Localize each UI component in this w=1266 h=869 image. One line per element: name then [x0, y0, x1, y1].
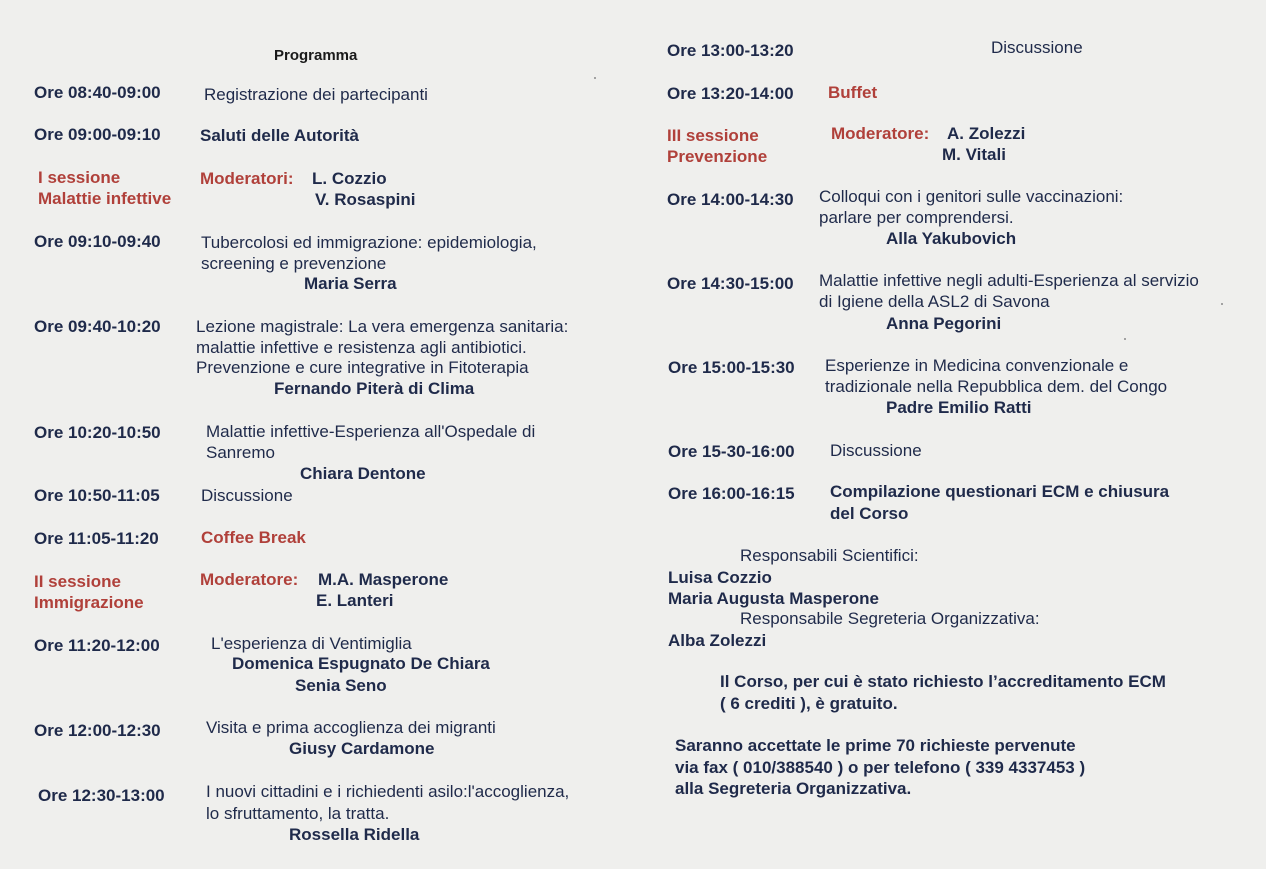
session-topic: Immigrazione: [34, 593, 144, 612]
speaker-name: Maria Serra: [304, 274, 397, 293]
time-slot: Ore 15-30-16:00: [668, 442, 795, 461]
secretariat-label: Responsabile Segreteria Organizzativa:: [740, 609, 1040, 628]
speaker-name: Rossella Ridella: [289, 825, 420, 844]
course-note: Il Corso, per cui è stato richiesto l’accreditamento ECM: [720, 672, 1166, 691]
talk-line: di Igiene della ASL2 di Savona: [819, 292, 1050, 311]
time-slot: Ore 13:00-13:20: [667, 41, 794, 60]
time-slot: Ore 11:20-12:00: [34, 636, 160, 655]
talk-line: parlare per comprendersi.: [819, 208, 1014, 227]
course-note: ( 6 crediti ), è gratuito.: [720, 694, 898, 713]
time-slot: Ore 08:40-09:00: [34, 83, 161, 102]
session-label: II sessione: [34, 572, 121, 591]
talk-line: L'esperienza di Ventimiglia: [211, 634, 412, 653]
talk-line: Visita e prima accoglienza dei migranti: [206, 718, 496, 737]
talk-line: Lezione magistrale: La vera emergenza sanitaria:: [196, 317, 569, 336]
session-title: Discussione: [830, 441, 922, 460]
talk-line: Malattie infettive negli adulti-Esperienza al servizio: [819, 271, 1199, 290]
moderator-name: V. Rosaspini: [315, 190, 416, 209]
talk-line: malattie infettive e resistenza agli antibiotici.: [196, 338, 527, 357]
talk-line: lo sfruttamento, la tratta.: [206, 804, 390, 823]
talk-line: Sanremo: [206, 443, 275, 462]
session-title: Saluti delle Autorità: [200, 126, 360, 145]
moderator-label: Moderatori:: [200, 169, 294, 188]
speaker-name: Giusy Cardamone: [289, 739, 435, 758]
time-slot: Ore 13:20-14:00: [667, 84, 794, 103]
talk-line: Esperienze in Medicina convenzionale e: [825, 356, 1129, 375]
speaker-name: Domenica Espugnato De Chiara: [232, 654, 490, 673]
speaker-name: Padre Emilio Ratti: [886, 398, 1032, 417]
time-slot: Ore 16:00-16:15: [668, 484, 795, 503]
session-label: I sessione: [38, 168, 121, 187]
registration-note: Saranno accettate le prime 70 richieste pervenute: [675, 736, 1076, 755]
moderator-name: E. Lanteri: [316, 591, 394, 610]
time-slot: Ore 14:00-14:30: [667, 190, 794, 209]
session-topic: Malattie infettive: [38, 189, 172, 208]
time-slot: Ore 11:05-11:20: [34, 529, 159, 548]
moderator-name: M.A. Masperone: [318, 570, 449, 589]
session-title: Coffee Break: [201, 528, 306, 547]
moderator-name: L. Cozzio: [312, 169, 387, 188]
paper-speck: [1221, 303, 1223, 305]
time-slot: Ore 12:30-13:00: [38, 786, 165, 805]
moderator-name: M. Vitali: [942, 145, 1006, 164]
session-title: Discussione: [201, 486, 293, 505]
talk-line: Colloqui con i genitori sulle vaccinazioni:: [819, 187, 1124, 206]
talk-line: I nuovi cittadini e i richiedenti asilo:l'accoglienza,: [206, 782, 570, 801]
moderator-label: Moderatore:: [200, 570, 299, 589]
session-title: Buffet: [828, 83, 878, 102]
session-label: III sessione: [667, 126, 759, 145]
talk-line: Prevenzione e cure integrative in Fitoterapia: [196, 358, 529, 377]
speaker-name: Chiara Dentone: [300, 464, 426, 483]
talk-line: Malattie infettive-Esperienza all'Ospedale di: [206, 422, 536, 441]
speaker-name: Fernando Piterà di Clima: [274, 379, 475, 398]
scientific-head-name: Luisa Cozzio: [668, 568, 772, 587]
secretariat-name: Alba Zolezzi: [668, 631, 767, 650]
time-slot: Ore 09:10-09:40: [34, 232, 161, 251]
registration-note: via fax ( 010/388540 ) o per telefono ( 339 4337453 ): [675, 758, 1086, 777]
time-slot: Ore 15:00-15:30: [668, 358, 795, 377]
time-slot: Ore 14:30-15:00: [667, 274, 794, 293]
time-slot: Ore 09:00-09:10: [34, 125, 161, 144]
time-slot: Ore 10:50-11:05: [34, 486, 160, 505]
time-slot: Ore 10:20-10:50: [34, 423, 161, 442]
moderator-name: A. Zolezzi: [947, 124, 1026, 143]
scientific-heads-label: Responsabili Scientifici:: [740, 546, 919, 565]
registration-note: alla Segreteria Organizzativa.: [675, 779, 912, 798]
paper-speck: [1124, 338, 1126, 340]
time-slot: Ore 12:00-12:30: [34, 721, 161, 740]
speaker-name: Senia Seno: [295, 676, 387, 695]
speaker-name: Anna Pegorini: [886, 314, 1002, 333]
session-title: Registrazione dei partecipanti: [204, 85, 428, 104]
session-title: del Corso: [830, 504, 909, 523]
time-slot: Ore 09:40-10:20: [34, 317, 161, 336]
scientific-head-name: Maria Augusta Masperone: [668, 589, 879, 608]
paper-speck: [594, 77, 596, 79]
speaker-name: Alla Yakubovich: [886, 229, 1017, 248]
program-title: Programma: [274, 47, 358, 64]
session-topic: Prevenzione: [667, 147, 768, 166]
talk-line: Tubercolosi ed immigrazione: epidemiologia,: [201, 233, 537, 252]
session-title: Compilazione questionari ECM e chiusura: [830, 482, 1170, 501]
moderator-label: Moderatore:: [831, 124, 930, 143]
talk-line: screening e prevenzione: [201, 254, 387, 273]
session-title: Discussione: [991, 38, 1083, 57]
talk-line: tradizionale nella Repubblica dem. del Congo: [825, 377, 1168, 396]
